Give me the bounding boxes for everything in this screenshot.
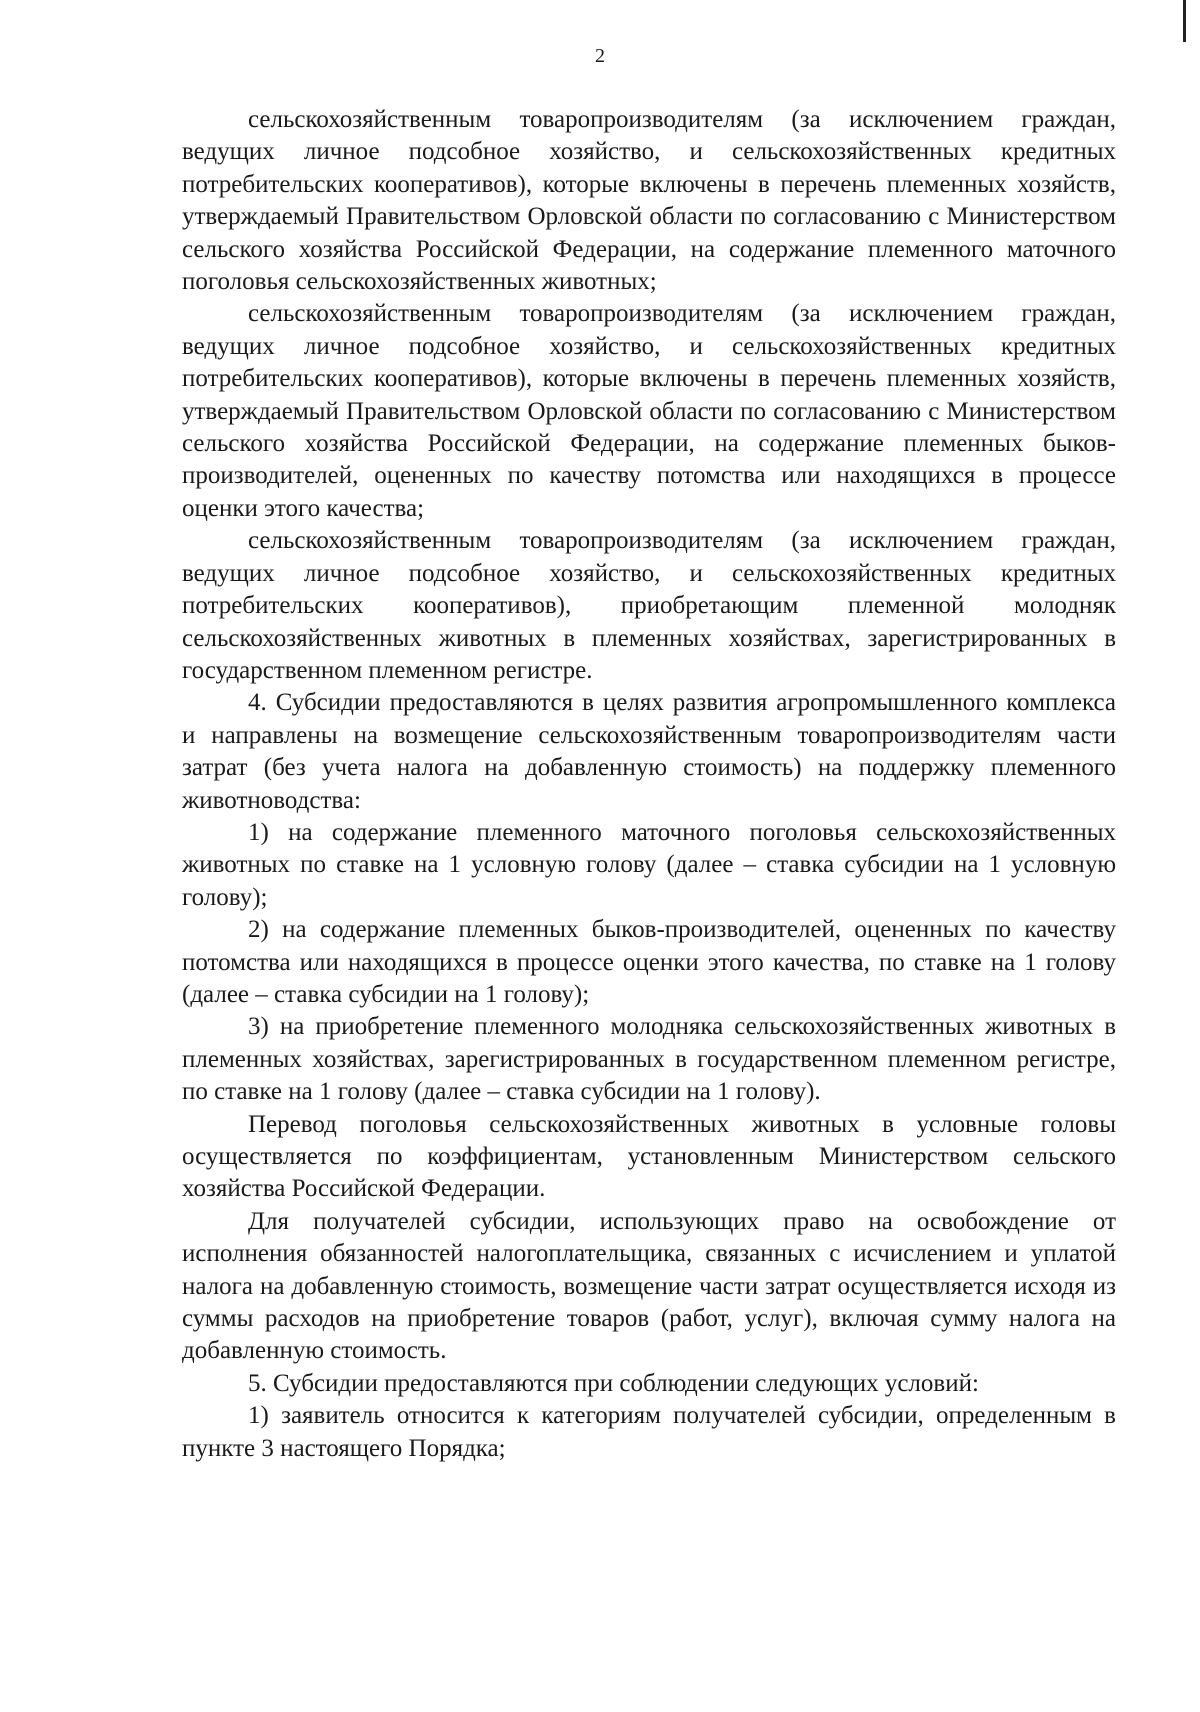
paragraph: 2) на содержание племенных быков-производителей, оцененных по качеству потомства или находящихся в процессе оценки этого качества, по ставке на 1 голову (далее – ставка субсидии на 1 голову); bbox=[182, 916, 1116, 1008]
paragraph: Перевод поголовья сельскохозяйственных животных в условные головы осуществляется по коэффициентам, установленным Министерством сельского хозяйства Российской Федерации. bbox=[182, 1110, 1116, 1203]
paragraph: 1) заявитель относится к категориям получателей субсидии, определенным в пункте 3 настоящего Порядка; bbox=[182, 1402, 1116, 1462]
scan-edge-mark bbox=[1183, 0, 1186, 42]
paragraph: сельскохозяйственным товаропроизводителям (за исключением граждан, ведущих личное подсобное хозяйство, и сельскохозяйственных кредитных потребительских кооперативов), приобретающим племенной молодняк сельскохозяйственных животных в племенных хозяйствах, зарегистрированных в государственном племенном регистре. bbox=[182, 527, 1116, 684]
paragraph: сельскохозяйственным товаропроизводителям (за исключением граждан, ведущих личное подсобное хозяйство, и сельскохозяйственных кредитных потребительских кооперативов), которые включены в перечень племенных хозяйств, утверждаемый Правительством Орловской области по согласованию с Министерством сельского хозяйства Российской Федерации, на содержание племенных быков-производителей, оцененных по качеству потомства или находящихся в процессе оценки этого качества; bbox=[182, 300, 1116, 522]
document-body bbox=[182, 104, 1116, 1465]
paragraph: Для получателей субсидии, использующих право на освобождение от исполнения обязанностей налогоплательщика, связанных с исчислением и уплатой налога на добавленную стоимость, возмещение части затрат осуществляется исходя из суммы расходов на приобретение товаров (работ, услуг), включая сумму налога на добавленную стоимость. bbox=[182, 1207, 1116, 1365]
paragraph: 3) на приобретение племенного молодняка сельскохозяйственных животных в племенных хозяйствах, зарегистрированных в государственном племенном регистре, по ставке на 1 голову (далее – ставка субсидии на 1 голову). bbox=[182, 1013, 1116, 1106]
paragraph: 5. Субсидии предоставляются при соблюдении следующих условий: bbox=[248, 1369, 979, 1397]
paragraph: 1) на содержание племенного маточного поголовья сельскохозяйственных животных по ставке на 1 условную голову (далее – ставка субсидии на 1 условную голову); bbox=[182, 818, 1116, 911]
paragraph: 4. Субсидии предоставляются в целях развития агропромышленного комплекса и направлены на возмещение сельскохозяйственным товаропроизводителям части затрат (без учета налога на добавленную стоимость) на поддержку племенного животноводства: bbox=[182, 689, 1116, 814]
page-number: 2 bbox=[595, 45, 605, 67]
paragraph: сельскохозяйственным товаропроизводителям (за исключением граждан, ведущих личное подсобное хозяйство, и сельскохозяйственных кредитных потребительских кооперативов), которые включены в перечень племенных хозяйств, утверждаемый Правительством Орловской области по согласованию с Министерством сельского хозяйства Российской Федерации, на содержание племенного маточного поголовья сельскохозяйственных животных; bbox=[182, 106, 1116, 296]
